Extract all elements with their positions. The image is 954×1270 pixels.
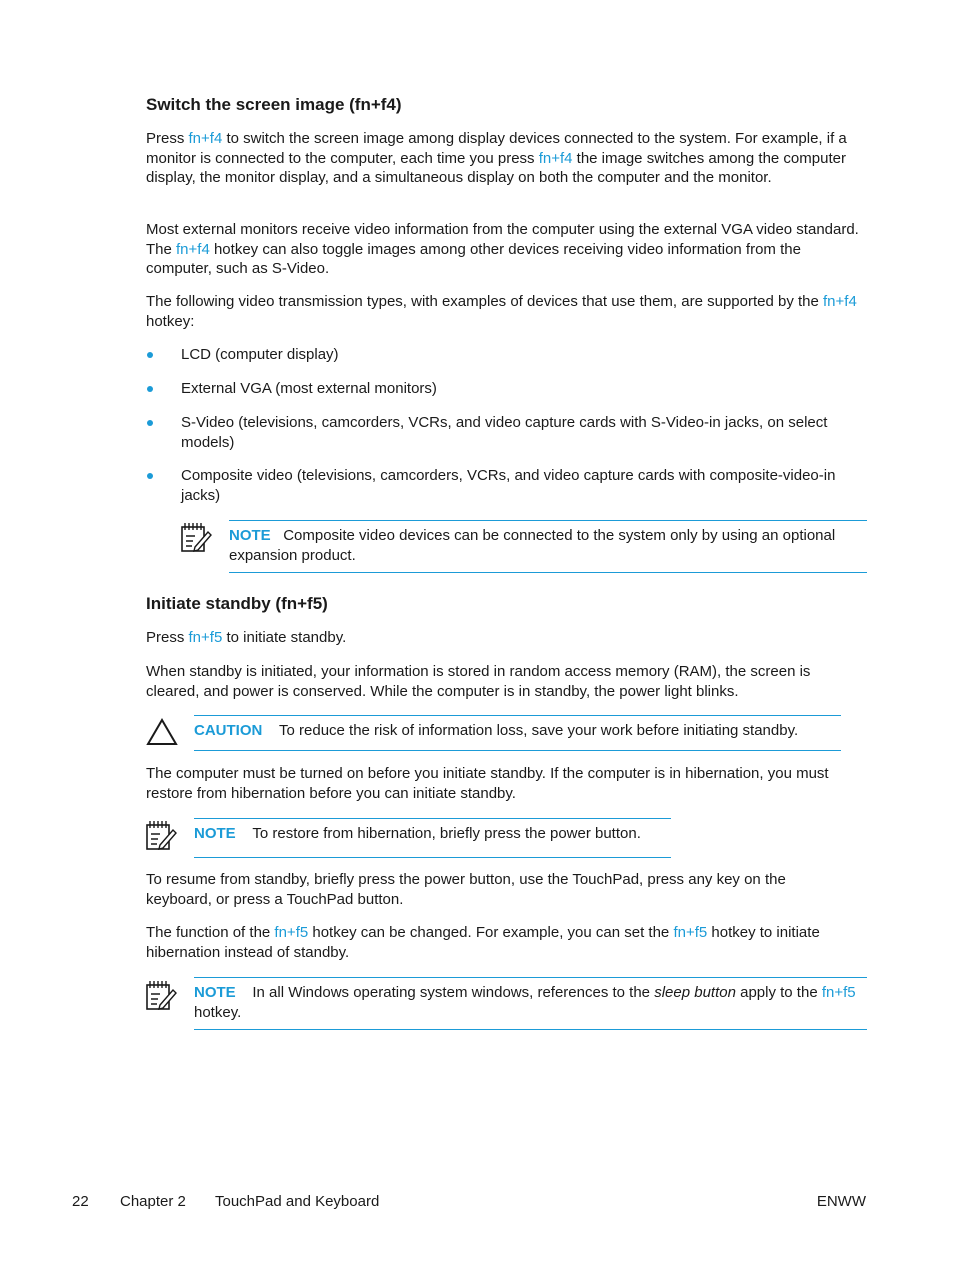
caution-information-loss	[194, 721, 854, 741]
hotkey-fn-f4: fn+f4	[823, 293, 857, 310]
text-run: to switch the screen image among display devices connected to the system. For example, if a monitor is connected to the computer, each time you press	[146, 130, 847, 167]
note-restore-hibernation	[194, 824, 694, 844]
hotkey-fn-f4: fn+f4	[188, 130, 223, 147]
paragraph-standby-4: To resume from standby, briefly press the power button, use the TouchPad, press any key on the keyboard, or press a TouchPad button.	[146, 871, 786, 908]
text-run: hotkey can be changed. For example, you can set the	[308, 924, 674, 941]
caution-rule-bottom	[194, 750, 841, 751]
bullet-icon	[147, 352, 153, 358]
note-rule-top	[194, 818, 671, 819]
note-label: NOTE	[229, 527, 271, 544]
note-text: To restore from hibernation, briefly press the power button.	[252, 825, 641, 842]
footer-page-number: 22	[72, 1193, 89, 1210]
note-pad-icon	[180, 522, 212, 554]
footer-enww: ENWW	[816, 1193, 866, 1210]
note-pad-icon	[145, 820, 177, 852]
bullet-icon	[147, 420, 153, 426]
text-run: Press	[146, 130, 189, 147]
note-sleep-button	[194, 983, 864, 1022]
list-item: External VGA (most external monitors)	[181, 380, 437, 397]
note-rule-top	[194, 977, 867, 978]
caution-text: To reduce the risk of information loss, save your work before initiating standby.	[279, 722, 799, 739]
paragraph-standby-1	[146, 628, 858, 648]
paragraph-standby-3: The computer must be turned on before you initiate standby. If the computer is in hibernation, you must restore from hibernation before you can initiate standby.	[146, 765, 829, 802]
caution-rule-top	[194, 715, 841, 716]
paragraph-standby-5	[146, 923, 846, 962]
note-rule-top	[229, 520, 867, 521]
hotkey-fn-f5: fn+f5	[188, 629, 223, 646]
text-run: The function of the	[146, 924, 275, 941]
hotkey-fn-f4: fn+f4	[176, 240, 210, 258]
paragraph-switch-3	[146, 292, 858, 331]
note-text: In all Windows operating system windows, references to the	[252, 984, 655, 1001]
section-heading-standby: Initiate standby (fn+f5)	[146, 594, 328, 613]
list-item: Composite video (televisions, camcorders, VCRs, and video capture cards with composite-video-in jacks)	[181, 467, 836, 504]
text-run: Most external monitors receive video information from the computer using the external VGA video standard. The	[146, 221, 859, 258]
paragraph-switch-2	[146, 220, 860, 279]
text-run: hotkey to initiate hibernation instead of standby.	[146, 924, 820, 961]
section-heading-switch-screen: Switch the screen image (fn+f4)	[146, 95, 402, 114]
hotkey-fn-f4: fn+f4	[538, 149, 573, 167]
note-label: NOTE	[194, 825, 236, 842]
text-run: The following video transmission types, with examples of devices that use them, are supported by the	[146, 293, 824, 310]
bullet-icon	[147, 386, 153, 392]
caution-label: CAUTION	[194, 722, 263, 739]
paragraph-switch-1	[146, 129, 858, 188]
bullet-icon	[147, 473, 153, 479]
note-rule-bottom	[194, 1029, 867, 1030]
paragraph-standby-2: When standby is initiated, your information is stored in random access memory (RAM), the screen is cleared, and power is conserved. While the computer is in standby, the power light blinks.	[146, 663, 811, 700]
text-run: the image switches among the computer display, the monitor display, and a simultaneous display on both the computer and the monitor.	[146, 149, 846, 186]
note-rule-bottom	[194, 857, 671, 858]
note-text: hotkey.	[194, 1003, 242, 1021]
list-item: S-Video (televisions, camcorders, VCRs, and video capture cards with S-Video-in jacks, on select models)	[181, 414, 828, 451]
hotkey-fn-f5: fn+f5	[821, 984, 856, 1001]
note-rule-bottom	[229, 572, 867, 573]
note-text: Composite video devices can be connected to the system only by using an optional expansion product.	[229, 527, 836, 564]
text-run: Press	[146, 629, 189, 646]
note-pad-icon	[145, 980, 177, 1012]
note-emphasis: sleep button	[654, 984, 736, 1001]
note-text: apply to the	[735, 984, 822, 1001]
footer-chapter-title: TouchPad and Keyboard	[215, 1193, 380, 1210]
list-item: LCD (computer display)	[181, 346, 339, 363]
caution-triangle-icon	[146, 718, 178, 746]
text-run: to initiate standby.	[222, 629, 347, 646]
note-label: NOTE	[194, 984, 236, 1001]
hotkey-fn-f5: fn+f5	[274, 924, 309, 941]
text-run: hotkey can also toggle images among other devices receiving video information from the computer, such as S-Video.	[146, 240, 801, 277]
footer-chapter: Chapter 2	[120, 1193, 186, 1210]
hotkey-fn-f5: fn+f5	[673, 924, 708, 941]
note-composite-video	[229, 526, 859, 565]
text-run: hotkey:	[146, 312, 195, 330]
